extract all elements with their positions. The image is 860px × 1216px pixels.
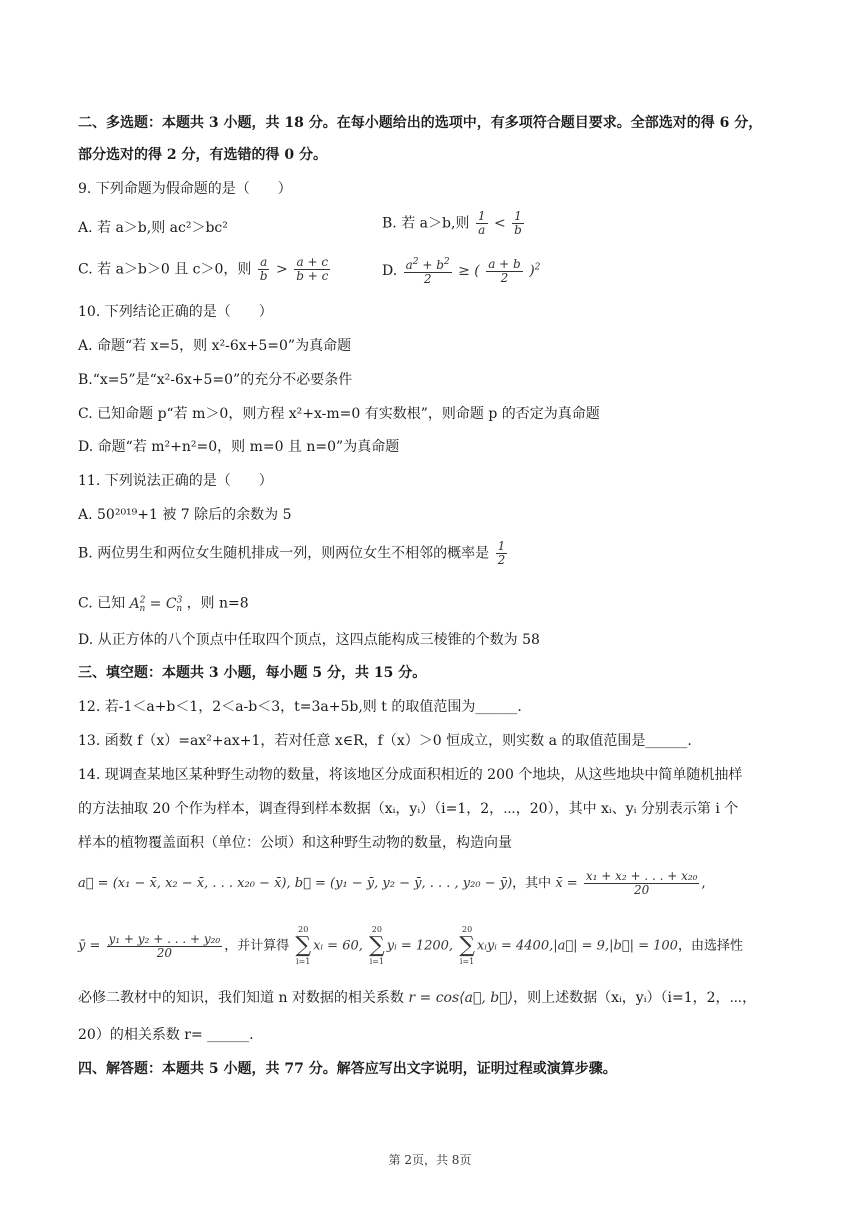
q14-ybar-lhs: ȳ = — [78, 938, 101, 954]
q10-option-a: A. 命题“若 x=5，则 x²-6x+5=0”为真命题 — [78, 338, 352, 354]
q14-qizhong: ，其中 — [512, 876, 552, 891]
q11-option-c-prefix: C. 已知 — [78, 595, 126, 612]
q11-option-b — [78, 540, 509, 567]
q14-xbar-den: 20 — [634, 883, 650, 897]
q10-stem: 10. 下列结论正确的是（ ） — [78, 304, 273, 320]
q14-r-line-text: 必修二教材中的知识，我们知道 n 对数据的相关系数 — [78, 990, 404, 1006]
q11-option-c-suffix: ，则 n=8 — [186, 595, 249, 612]
q10-option-d: D. 命题“若 m²+n²=0，则 m=0 且 n=0”为真命题 — [78, 439, 400, 455]
section-2-heading-cont: 部分选对的得 2 分，有选错的得 0 分。 — [78, 147, 327, 163]
q9-option-d-prefix: D. — [382, 263, 398, 279]
q9-option-a: A. 若 a＞b,则 ac²＞bc² — [78, 220, 228, 236]
q9-d-frac-right: $\frac{a + b}{2}$ — [488, 256, 521, 285]
q13-text: 13. 函数 f（x）=ax²+ax+1，若对任意 x∈R，f（x）＞0 恒成立，则实数 a 的取值范围是______. — [78, 733, 692, 749]
q14-r-formula: r = cos⟨a⃗, b⃗⟩ — [408, 990, 514, 1006]
q14-ybar-num: y₁ + y₂ + . . . + y₂₀ — [108, 931, 221, 946]
q9-d-frac-left: $\frac{a^2 + b^2}{2}$ — [405, 257, 450, 286]
section-3-heading: 三、填空题：本题共 3 小题，每小题 5 分，共 15 分。 — [78, 665, 427, 681]
q9-b-frac-left: $\frac{1}{a}$ — [477, 209, 486, 237]
q11-b-frac: $\frac{1}{2}$ — [497, 539, 506, 567]
q9-option-b: B. 若 a＞b,则 $\frac{1}{a}$ < $\frac{1}{b}$ — [382, 209, 522, 237]
q11-stem: 11. 下列说法正确的是（ ） — [78, 473, 273, 489]
q14-sum-3: 20 ∑ i=1 — [459, 925, 475, 966]
q11-option-b-prefix: B. 两位男生和两位女生随机排成一列，则两位女生不相邻的概率是 — [78, 545, 490, 562]
q14-sum-2-value: yᵢ = 1200, — [386, 938, 454, 954]
q14-sum-1: 20 ∑ i=1 — [295, 925, 312, 966]
q14-sum-2: 20 ∑ i=1 — [369, 925, 385, 966]
q14-vectors: a⃗ = (x₁ − x̄, x₂ − x̄, . . . x₂₀ − x̄), b⃗ = (y₁ − ȳ, y₂ − ȳ, . . . , y₂₀ − ȳ) — [78, 876, 513, 891]
q9-option-d: D. $\frac{a^2 + b^2}{2}$ ≥ ( $\frac{a + b}{2}$ )$^2$ — [382, 256, 541, 286]
q14-last-line: 20）的相关系数 r= ______. — [78, 1027, 254, 1043]
q14-line-1: 14. 现调查某地区某种野生动物的数量，将该地区分成面积相近的 200 个地块，从这些地块中简单随机抽样 — [78, 767, 743, 783]
q11-option-c: C. 已知 $A^2_n = C^3_n$ ，则 n=8 — [78, 595, 249, 615]
q14-xbar-lhs: x̄ = — [555, 876, 578, 891]
q14-sum-1-value: xᵢ = 60, — [313, 938, 363, 954]
page-footer: 第 2页，共 8页 — [388, 1153, 472, 1167]
q14-xbar-num: x₁ + x₂ + . . . + x₂₀ — [585, 869, 698, 883]
q9-option-c-prefix: C. 若 a＞b＞0 且 c＞0，则 — [78, 261, 252, 278]
q9-c-frac-left: $\frac{a}{b}$ — [259, 255, 268, 283]
q14-computed: ，并计算得 — [224, 938, 290, 954]
q9-option-b-prefix: B. 若 a＞b,则 — [382, 215, 470, 232]
q14-xbar-frac — [584, 870, 700, 897]
section-2-heading: 二、多选题：本题共 3 小题，共 18 分。在每小题给出的选项中，有多项符合题目要求。全部选对的得 6 分， — [78, 115, 763, 131]
section-4-heading: 四、解答题：本题共 5 小题，共 77 分。解答应写出文字说明，证明过程或演算步骤。 — [78, 1061, 617, 1077]
q14-line-3: 样本的植物覆盖面积（单位：公顷）和这种野生动物的数量，构造向量 — [78, 835, 512, 851]
q14-sum-3-value: xᵢyᵢ = 4400,|a⃗| = 9,|b⃗| = 100 — [476, 938, 678, 954]
q14-r-line-tail: ，则上述数据（xᵢ，yᵢ）（i=1，2，⋯， — [513, 990, 757, 1006]
q10-option-c: C. 已知命题 p“若 m＞0，则方程 x²+x-m=0 有实数根”，则命题 p 的否定为真命题 — [78, 406, 600, 422]
q14-vector-line: a⃗ = (x₁ − x̄, x₂ − x̄, . . . x₂₀ − x̄), b⃗ = (y₁ − ȳ, y₂ − ȳ, . . . , y₂₀ − ȳ)，其中 x̄ = $\frac{\text{x₁ + x₂ + . . . + x₂₀}}{20}$ , — [78, 869, 706, 897]
q14-tail: ，由选择性 — [677, 938, 743, 954]
q14-r-line — [78, 988, 756, 1008]
q14-ybar-den: 20 — [156, 945, 172, 960]
q14-ybar-frac — [107, 933, 223, 960]
q11-option-d: D. 从正方体的八个顶点中任取四个顶点，这四点能构成三棱锥的个数为 58 — [78, 632, 540, 648]
q11-option-a: A. 50²⁰¹⁹+1 被 7 除后的余数为 5 — [78, 507, 292, 523]
q9-c-frac-right: $\frac{a + c}{b + c}$ — [296, 255, 329, 283]
q14-ybar-line — [78, 925, 743, 967]
q10-option-b: B.“x=5”是“x²-6x+5=0”的充分不必要条件 — [78, 372, 353, 388]
q9-stem: 9. 下列命题为假命题的是（ ） — [78, 181, 292, 197]
q12-text: 12. 若-1＜a+b＜1，2＜a-b＜3，t=3a+5b,则 t 的取值范围为______. — [78, 699, 522, 715]
q9-option-c: C. 若 a＞b＞0 且 c＞0，则 $\frac{a}{b}$ > $\frac{a + c}{b + c}$ — [78, 255, 329, 283]
q14-line-2: 的方法抽取 20 个作为样本，调查得到样本数据（xᵢ，yᵢ）（i=1，2，⋯，20），其中 xᵢ、yᵢ 分别表示第 i 个 — [78, 801, 739, 817]
q9-b-frac-right: $\frac{1}{b}$ — [514, 209, 522, 237]
